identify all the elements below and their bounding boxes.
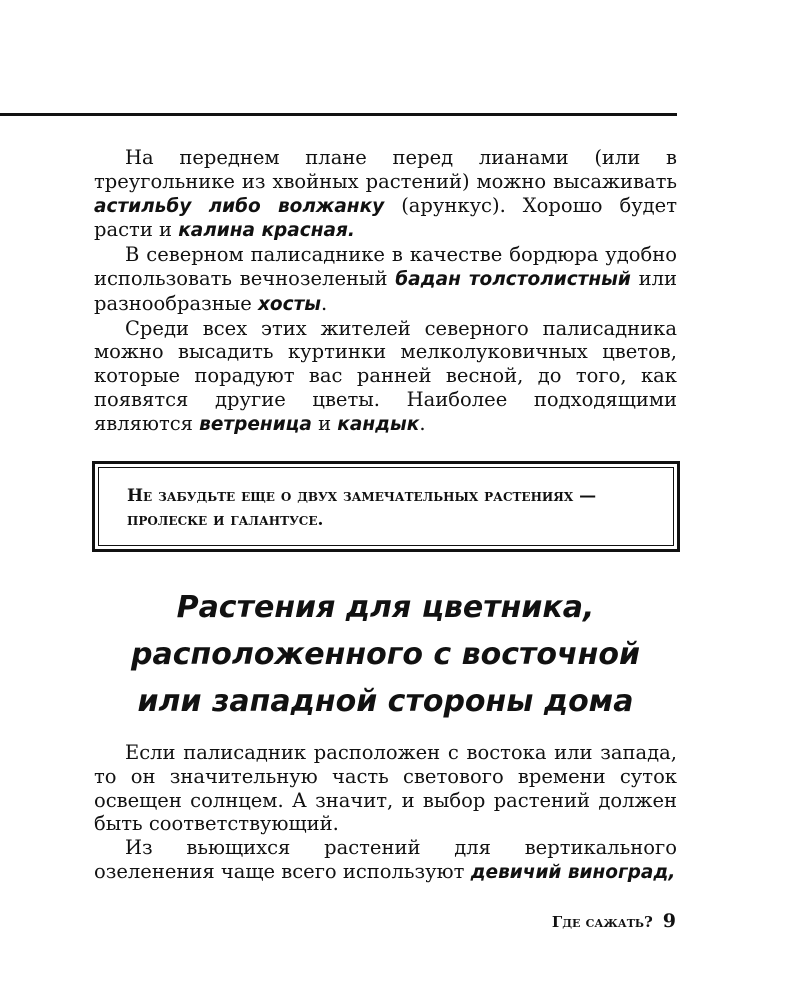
- plant-term: астильбу либо волжанку: [94, 195, 385, 217]
- note-box-inner: [98, 467, 674, 546]
- note-box: [92, 461, 680, 552]
- page-number: 9: [662, 910, 676, 932]
- paragraph-5: Из вьющихся растений для вертикального озеленения чаще всего используют девичий виноград,: [94, 836, 677, 883]
- running-title: Где сажать?: [551, 913, 653, 931]
- plant-term: бадан толстолистный: [395, 268, 631, 290]
- plant-term: кандык: [337, 413, 420, 435]
- paragraph-1: На переднем плане перед лианами (или в треугольнике из хвойных растений) можно высаживать астильбу либо волжанку (арункус). Хорошо будет расти и калина красная.: [94, 146, 678, 242]
- plant-term: калина красная: [178, 220, 348, 242]
- paragraph-3: Среди всех этих жителей северного палисадника можно высадить куртинки мелколуковичных цветов, которые порадуют вас ранней весной, до того, как появятся другие цветы. Наиболее подходящими являются ветреница и кандык.: [94, 316, 677, 435]
- paragraph-4: Если палисадник расположен с востока или запада, то он значительную часть светового времени суток освещен солнцем. А значит, и выбор растений должен быть соответствующий.: [94, 741, 677, 836]
- plant-term: хосты: [257, 293, 322, 315]
- note-text: Не забудьте еще о двух замечательных растениях — пролеске и галантусе.: [127, 486, 597, 530]
- header-rule: [0, 113, 677, 116]
- text-block-bottom: [94, 741, 677, 885]
- plant-term: девичий виноград,: [470, 861, 676, 883]
- paragraph-2: В северном палисаднике в качестве бордюра удобно использовать вечнозеленый бадан толстолистный или разнообразные хосты.: [94, 243, 677, 315]
- page-footer: [552, 910, 676, 932]
- text-block-top: [94, 146, 677, 437]
- plant-term: ветреница: [199, 413, 312, 435]
- section-title: Растения для цветника, расположенного с восточной или западной стороны дома: [131, 590, 640, 719]
